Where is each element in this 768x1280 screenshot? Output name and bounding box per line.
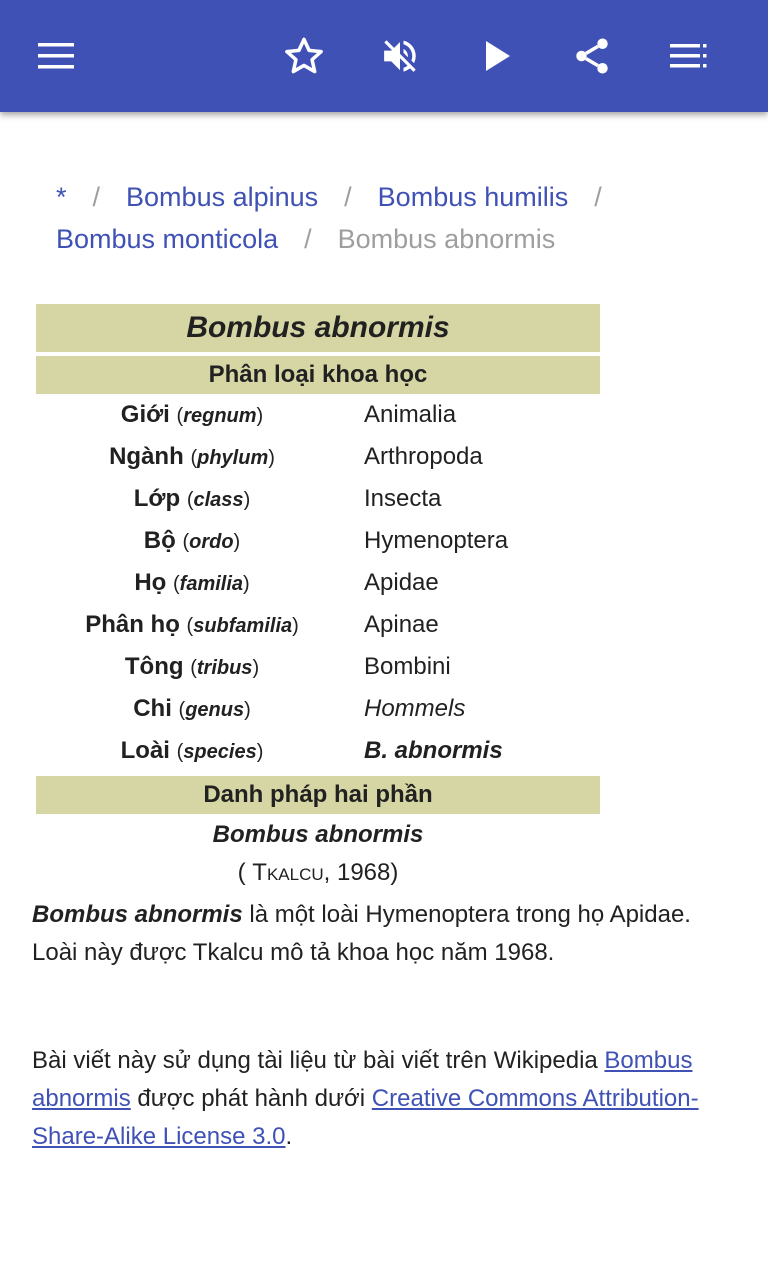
- rank-value: Arthropoda: [364, 443, 483, 470]
- rank-value: Bombini: [364, 653, 451, 680]
- taxon-row-ordo: Bộ (ordo) Hymenoptera: [36, 520, 600, 562]
- breadcrumb-item-monticola[interactable]: Bombus monticola: [56, 224, 279, 254]
- rank-latin: class: [193, 489, 244, 511]
- rank-latin: subfamilia: [193, 615, 293, 637]
- taxon-row-species: Loài (species) B. abnormis: [36, 730, 600, 772]
- rank-label: Ngành: [109, 443, 184, 470]
- taxon-row-phylum: Ngành (phylum) Arthropoda: [36, 436, 600, 478]
- breadcrumb-separator: /: [304, 224, 312, 254]
- rank-label: Loài: [120, 737, 170, 764]
- article-paragraph: [32, 896, 742, 972]
- hamburger-menu-icon[interactable]: [28, 28, 84, 84]
- breadcrumb-separator: /: [594, 182, 602, 212]
- rank-label: Họ: [134, 569, 167, 596]
- breadcrumb-item-humilis[interactable]: Bombus humilis: [377, 182, 569, 212]
- article-subject: Bombus abnormis: [32, 901, 243, 928]
- binomial-name: Bombus abnormis: [212, 821, 424, 848]
- taxon-row-class: Lớp (class) Insecta: [36, 478, 600, 520]
- binomial-name-block: [36, 816, 600, 892]
- rank-value: Insecta: [364, 485, 442, 512]
- rank-latin: tribus: [196, 657, 253, 679]
- rank-label: Giới: [120, 401, 170, 428]
- attribution-middle: được phát hành dưới: [130, 1085, 372, 1112]
- attribution-prefix: Bài viết này sử dụng tài liệu từ bài viết trên Wikipedia: [32, 1047, 605, 1074]
- breadcrumb-separator: /: [344, 182, 352, 212]
- taxon-row-subfamilia: Phân họ (subfamilia) Apinae: [36, 604, 600, 646]
- rank-value: Apinae: [364, 611, 439, 638]
- rank-latin: regnum: [183, 405, 257, 427]
- play-icon[interactable]: [470, 28, 526, 84]
- rank-value: Hymenoptera: [364, 527, 509, 554]
- rank-latin: phylum: [197, 447, 269, 469]
- playlist-icon[interactable]: [660, 28, 716, 84]
- breadcrumb-separator: /: [92, 182, 101, 212]
- breadcrumb-current: Bombus abnormis: [337, 224, 556, 254]
- rank-label: Chi: [133, 695, 172, 722]
- rank-label: Bộ: [143, 527, 176, 554]
- taxobox-title: Bombus abnormis: [36, 304, 600, 352]
- rank-label: Lớp: [133, 485, 181, 512]
- rank-latin: ordo: [189, 531, 234, 553]
- app-toolbar: [0, 0, 768, 112]
- rank-value: Animalia: [364, 401, 457, 428]
- wikipedia-article-link[interactable]: Bombus abnormis: [32, 1047, 693, 1112]
- rank-latin: genus: [185, 699, 245, 721]
- taxobox: [36, 304, 600, 814]
- authority-name: Tkalcu: [252, 859, 324, 886]
- binomial-authority: ( Tkalcu, 1968): [237, 859, 399, 886]
- rank-label: Phân họ: [85, 611, 180, 638]
- taxon-row-regnum: Giới (regnum) Animalia: [36, 394, 600, 436]
- rank-label: Tông: [124, 653, 184, 680]
- taxon-row-familia: Họ (familia) Apidae: [36, 562, 600, 604]
- rank-value: Hommels: [364, 695, 466, 722]
- taxon-row-tribus: Tông (tribus) Bombini: [36, 646, 600, 688]
- breadcrumb-item-root[interactable]: *: [56, 182, 67, 212]
- binomial-header: Danh pháp hai phần: [36, 776, 600, 814]
- rank-value: B. abnormis: [364, 737, 503, 764]
- article-text: là một loài Hymenoptera trong họ Apidae. Loài này được Tkalcu mô tả khoa học năm 1968.: [32, 901, 691, 966]
- breadcrumb-item-alpinus[interactable]: Bombus alpinus: [126, 182, 319, 212]
- attribution-paragraph: [32, 1042, 742, 1156]
- volume-off-icon[interactable]: [372, 28, 428, 84]
- rank-value: Apidae: [364, 569, 439, 596]
- share-icon[interactable]: [564, 28, 620, 84]
- breadcrumb: [56, 176, 746, 260]
- rank-latin: familia: [179, 573, 244, 595]
- taxon-row-genus: Chi (genus) Hommels: [36, 688, 600, 730]
- star-outline-icon[interactable]: [276, 28, 332, 84]
- license-link[interactable]: Creative Commons Attribution-Share-Alike License 3.0: [32, 1085, 699, 1150]
- classification-header: Phân loại khoa học: [36, 356, 600, 394]
- authority-year: 1968: [336, 859, 391, 886]
- attribution-suffix: .: [285, 1123, 293, 1150]
- rank-latin: species: [183, 741, 257, 763]
